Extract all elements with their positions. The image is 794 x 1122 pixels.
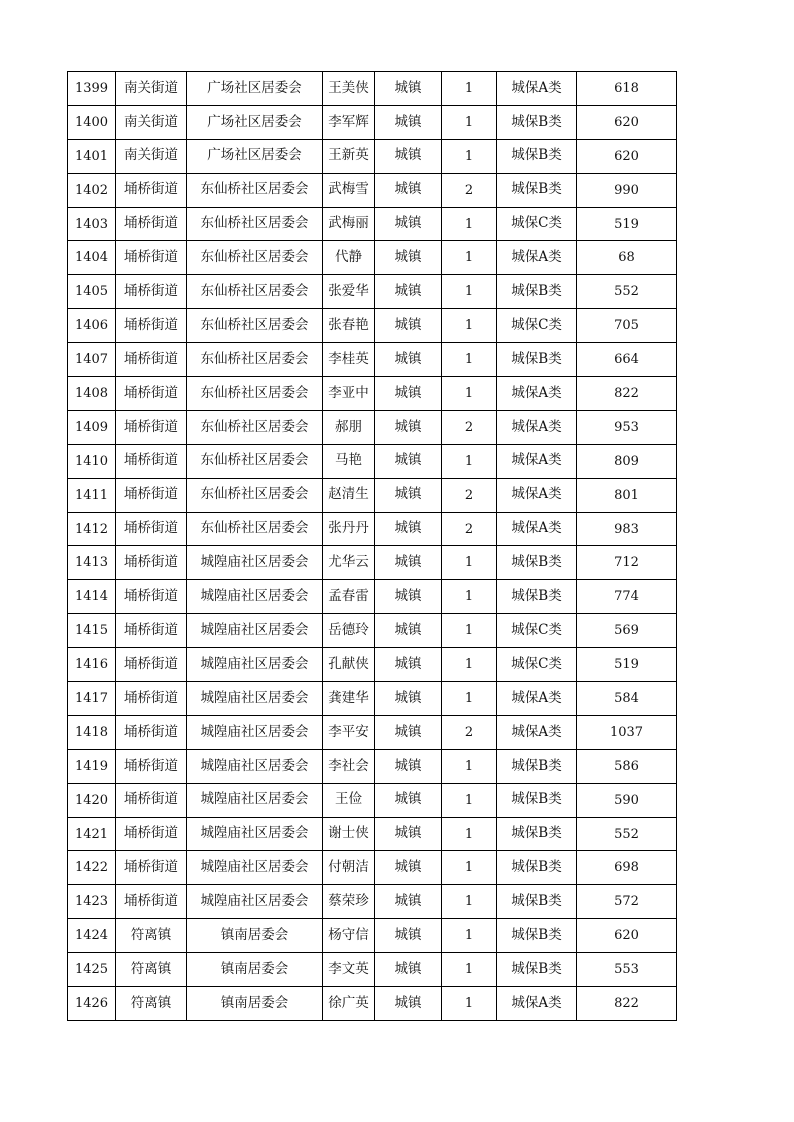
- community-name-cell: 城隍庙社区居委会: [187, 851, 323, 885]
- table-row: [68, 173, 677, 207]
- insurance-category-cell: 城保C类: [497, 614, 577, 648]
- record-id-cell: 1407: [68, 343, 116, 377]
- insurance-category-cell: 城保B类: [497, 817, 577, 851]
- street-name-cell: 埇桥街道: [116, 173, 187, 207]
- person-name-cell: 马艳: [323, 444, 375, 478]
- community-name-cell: 城隍庙社区居委会: [187, 715, 323, 749]
- person-name-cell: 李亚中: [323, 377, 375, 411]
- insurance-category-cell: 城保A类: [497, 444, 577, 478]
- household-count-cell: 1: [442, 885, 497, 919]
- record-id-cell: 1399: [68, 72, 116, 106]
- person-name-cell: 郝朋: [323, 410, 375, 444]
- table-row: [68, 987, 677, 1021]
- household-count-cell: 1: [442, 241, 497, 275]
- person-name-cell: 王新英: [323, 139, 375, 173]
- table-row: [68, 241, 677, 275]
- person-name-cell: 武梅雪: [323, 173, 375, 207]
- benefit-amount-cell: 983: [577, 512, 677, 546]
- record-id-cell: 1425: [68, 953, 116, 987]
- area-type-cell: 城镇: [375, 648, 442, 682]
- person-name-cell: 张春艳: [323, 309, 375, 343]
- street-name-cell: 埇桥街道: [116, 715, 187, 749]
- benefit-amount-cell: 68: [577, 241, 677, 275]
- record-id-cell: 1423: [68, 885, 116, 919]
- community-name-cell: 东仙桥社区居委会: [187, 207, 323, 241]
- table-row: [68, 512, 677, 546]
- record-id-cell: 1406: [68, 309, 116, 343]
- community-name-cell: 城隍庙社区居委会: [187, 749, 323, 783]
- benefit-amount-cell: 584: [577, 682, 677, 716]
- benefit-amount-cell: 1037: [577, 715, 677, 749]
- household-count-cell: 1: [442, 546, 497, 580]
- area-type-cell: 城镇: [375, 139, 442, 173]
- area-type-cell: 城镇: [375, 72, 442, 106]
- table-row: [68, 377, 677, 411]
- record-id-cell: 1419: [68, 749, 116, 783]
- insurance-category-cell: 城保B类: [497, 343, 577, 377]
- area-type-cell: 城镇: [375, 207, 442, 241]
- area-type-cell: 城镇: [375, 783, 442, 817]
- insurance-category-cell: 城保B类: [497, 546, 577, 580]
- table-row: [68, 715, 677, 749]
- table-row: [68, 682, 677, 716]
- table-row: [68, 817, 677, 851]
- table-row: [68, 410, 677, 444]
- person-name-cell: 李社会: [323, 749, 375, 783]
- street-name-cell: 埇桥街道: [116, 783, 187, 817]
- insurance-category-cell: 城保A类: [497, 410, 577, 444]
- area-type-cell: 城镇: [375, 614, 442, 648]
- area-type-cell: 城镇: [375, 953, 442, 987]
- insurance-category-cell: 城保C类: [497, 309, 577, 343]
- street-name-cell: 埇桥街道: [116, 682, 187, 716]
- person-name-cell: 付朝洁: [323, 851, 375, 885]
- insurance-category-cell: 城保B类: [497, 105, 577, 139]
- benefit-amount-cell: 712: [577, 546, 677, 580]
- community-name-cell: 东仙桥社区居委会: [187, 512, 323, 546]
- street-name-cell: 南关街道: [116, 105, 187, 139]
- area-type-cell: 城镇: [375, 919, 442, 953]
- community-name-cell: 东仙桥社区居委会: [187, 478, 323, 512]
- household-count-cell: 1: [442, 614, 497, 648]
- table-row: [68, 580, 677, 614]
- benefit-amount-cell: 572: [577, 885, 677, 919]
- street-name-cell: 埇桥街道: [116, 207, 187, 241]
- benefit-amount-cell: 698: [577, 851, 677, 885]
- person-name-cell: 蔡荣珍: [323, 885, 375, 919]
- household-count-cell: 2: [442, 478, 497, 512]
- area-type-cell: 城镇: [375, 851, 442, 885]
- street-name-cell: 埇桥街道: [116, 512, 187, 546]
- community-name-cell: 广场社区居委会: [187, 105, 323, 139]
- household-count-cell: 2: [442, 512, 497, 546]
- area-type-cell: 城镇: [375, 749, 442, 783]
- person-name-cell: 徐广英: [323, 987, 375, 1021]
- street-name-cell: 埇桥街道: [116, 885, 187, 919]
- household-count-cell: 1: [442, 851, 497, 885]
- benefit-amount-cell: 553: [577, 953, 677, 987]
- community-name-cell: 城隍庙社区居委会: [187, 614, 323, 648]
- records-body: [68, 72, 677, 1021]
- area-type-cell: 城镇: [375, 241, 442, 275]
- table-row: [68, 648, 677, 682]
- street-name-cell: 埇桥街道: [116, 749, 187, 783]
- benefit-amount-cell: 620: [577, 919, 677, 953]
- record-id-cell: 1408: [68, 377, 116, 411]
- benefit-amount-cell: 953: [577, 410, 677, 444]
- community-name-cell: 东仙桥社区居委会: [187, 377, 323, 411]
- household-count-cell: 1: [442, 919, 497, 953]
- benefit-amount-cell: 990: [577, 173, 677, 207]
- household-count-cell: 1: [442, 72, 497, 106]
- community-name-cell: 东仙桥社区居委会: [187, 173, 323, 207]
- household-count-cell: 1: [442, 377, 497, 411]
- person-name-cell: 尤华云: [323, 546, 375, 580]
- table-row: [68, 444, 677, 478]
- street-name-cell: 埇桥街道: [116, 377, 187, 411]
- household-count-cell: 1: [442, 444, 497, 478]
- table-row: [68, 105, 677, 139]
- insurance-category-cell: 城保A类: [497, 512, 577, 546]
- table-row: [68, 207, 677, 241]
- insurance-category-cell: 城保B类: [497, 783, 577, 817]
- table-row: [68, 919, 677, 953]
- person-name-cell: 武梅丽: [323, 207, 375, 241]
- area-type-cell: 城镇: [375, 343, 442, 377]
- benefit-amount-cell: 586: [577, 749, 677, 783]
- street-name-cell: 埇桥街道: [116, 580, 187, 614]
- street-name-cell: 南关街道: [116, 139, 187, 173]
- table-row: [68, 953, 677, 987]
- person-name-cell: 李文英: [323, 953, 375, 987]
- table-row: [68, 851, 677, 885]
- record-id-cell: 1417: [68, 682, 116, 716]
- benefit-amount-cell: 569: [577, 614, 677, 648]
- community-name-cell: 城隍庙社区居委会: [187, 885, 323, 919]
- benefit-amount-cell: 774: [577, 580, 677, 614]
- record-id-cell: 1410: [68, 444, 116, 478]
- person-name-cell: 代静: [323, 241, 375, 275]
- household-count-cell: 1: [442, 105, 497, 139]
- area-type-cell: 城镇: [375, 478, 442, 512]
- insurance-category-cell: 城保B类: [497, 885, 577, 919]
- area-type-cell: 城镇: [375, 173, 442, 207]
- street-name-cell: 埇桥街道: [116, 546, 187, 580]
- community-name-cell: 镇南居委会: [187, 987, 323, 1021]
- street-name-cell: 埇桥街道: [116, 648, 187, 682]
- table-row: [68, 275, 677, 309]
- insurance-category-cell: 城保B类: [497, 580, 577, 614]
- household-count-cell: 2: [442, 410, 497, 444]
- insurance-category-cell: 城保B类: [497, 919, 577, 953]
- record-id-cell: 1412: [68, 512, 116, 546]
- record-id-cell: 1424: [68, 919, 116, 953]
- community-name-cell: 东仙桥社区居委会: [187, 241, 323, 275]
- community-name-cell: 镇南居委会: [187, 953, 323, 987]
- street-name-cell: 埇桥街道: [116, 851, 187, 885]
- record-id-cell: 1402: [68, 173, 116, 207]
- household-count-cell: 1: [442, 682, 497, 716]
- area-type-cell: 城镇: [375, 105, 442, 139]
- record-id-cell: 1400: [68, 105, 116, 139]
- table-row: [68, 614, 677, 648]
- street-name-cell: 符离镇: [116, 953, 187, 987]
- household-count-cell: 1: [442, 817, 497, 851]
- person-name-cell: 赵清生: [323, 478, 375, 512]
- area-type-cell: 城镇: [375, 275, 442, 309]
- area-type-cell: 城镇: [375, 546, 442, 580]
- community-name-cell: 城隍庙社区居委会: [187, 546, 323, 580]
- area-type-cell: 城镇: [375, 580, 442, 614]
- street-name-cell: 埇桥街道: [116, 343, 187, 377]
- community-name-cell: 城隍庙社区居委会: [187, 682, 323, 716]
- community-name-cell: 东仙桥社区居委会: [187, 444, 323, 478]
- table-row: [68, 885, 677, 919]
- household-count-cell: 1: [442, 207, 497, 241]
- table-row: [68, 478, 677, 512]
- benefit-amount-cell: 519: [577, 648, 677, 682]
- record-id-cell: 1415: [68, 614, 116, 648]
- benefit-amount-cell: 552: [577, 275, 677, 309]
- household-count-cell: 1: [442, 580, 497, 614]
- benefit-amount-cell: 705: [577, 309, 677, 343]
- household-count-cell: 1: [442, 987, 497, 1021]
- record-id-cell: 1401: [68, 139, 116, 173]
- street-name-cell: 埇桥街道: [116, 817, 187, 851]
- benefit-amount-cell: 590: [577, 783, 677, 817]
- table-row: [68, 749, 677, 783]
- record-id-cell: 1416: [68, 648, 116, 682]
- street-name-cell: 埇桥街道: [116, 614, 187, 648]
- benefit-amount-cell: 664: [577, 343, 677, 377]
- record-id-cell: 1422: [68, 851, 116, 885]
- street-name-cell: 符离镇: [116, 987, 187, 1021]
- area-type-cell: 城镇: [375, 377, 442, 411]
- table-row: [68, 783, 677, 817]
- person-name-cell: 龚建华: [323, 682, 375, 716]
- community-name-cell: 镇南居委会: [187, 919, 323, 953]
- record-id-cell: 1403: [68, 207, 116, 241]
- community-name-cell: 城隍庙社区居委会: [187, 580, 323, 614]
- insurance-category-cell: 城保B类: [497, 953, 577, 987]
- insurance-category-cell: 城保B类: [497, 173, 577, 207]
- area-type-cell: 城镇: [375, 885, 442, 919]
- street-name-cell: 埇桥街道: [116, 275, 187, 309]
- insurance-category-cell: 城保C类: [497, 648, 577, 682]
- record-id-cell: 1418: [68, 715, 116, 749]
- benefit-amount-cell: 822: [577, 377, 677, 411]
- record-id-cell: 1411: [68, 478, 116, 512]
- area-type-cell: 城镇: [375, 444, 442, 478]
- benefit-amount-cell: 519: [577, 207, 677, 241]
- community-name-cell: 东仙桥社区居委会: [187, 309, 323, 343]
- street-name-cell: 埇桥街道: [116, 444, 187, 478]
- area-type-cell: 城镇: [375, 715, 442, 749]
- community-name-cell: 东仙桥社区居委会: [187, 275, 323, 309]
- insurance-category-cell: 城保A类: [497, 478, 577, 512]
- person-name-cell: 张丹丹: [323, 512, 375, 546]
- benefit-amount-cell: 620: [577, 105, 677, 139]
- benefit-amount-cell: 620: [577, 139, 677, 173]
- record-id-cell: 1414: [68, 580, 116, 614]
- person-name-cell: 王俭: [323, 783, 375, 817]
- household-count-cell: 1: [442, 953, 497, 987]
- street-name-cell: 埇桥街道: [116, 241, 187, 275]
- record-id-cell: 1426: [68, 987, 116, 1021]
- benefit-amount-cell: 801: [577, 478, 677, 512]
- household-count-cell: 1: [442, 648, 497, 682]
- community-name-cell: 城隍庙社区居委会: [187, 783, 323, 817]
- street-name-cell: 南关街道: [116, 72, 187, 106]
- person-name-cell: 张爱华: [323, 275, 375, 309]
- street-name-cell: 埇桥街道: [116, 410, 187, 444]
- person-name-cell: 李平安: [323, 715, 375, 749]
- record-id-cell: 1405: [68, 275, 116, 309]
- area-type-cell: 城镇: [375, 987, 442, 1021]
- household-count-cell: 2: [442, 173, 497, 207]
- insurance-category-cell: 城保A类: [497, 241, 577, 275]
- benefit-amount-cell: 552: [577, 817, 677, 851]
- street-name-cell: 符离镇: [116, 919, 187, 953]
- area-type-cell: 城镇: [375, 817, 442, 851]
- table-row: [68, 72, 677, 106]
- insurance-category-cell: 城保C类: [497, 207, 577, 241]
- person-name-cell: 李桂英: [323, 343, 375, 377]
- insurance-category-cell: 城保B类: [497, 275, 577, 309]
- insurance-category-cell: 城保B类: [497, 749, 577, 783]
- person-name-cell: 杨守信: [323, 919, 375, 953]
- area-type-cell: 城镇: [375, 682, 442, 716]
- table-row: [68, 546, 677, 580]
- street-name-cell: 埇桥街道: [116, 309, 187, 343]
- record-id-cell: 1420: [68, 783, 116, 817]
- record-id-cell: 1409: [68, 410, 116, 444]
- insurance-category-cell: 城保A类: [497, 72, 577, 106]
- insurance-category-cell: 城保A类: [497, 715, 577, 749]
- insurance-category-cell: 城保A类: [497, 377, 577, 411]
- person-name-cell: 孟春雷: [323, 580, 375, 614]
- community-name-cell: 城隍庙社区居委会: [187, 817, 323, 851]
- benefit-amount-cell: 618: [577, 72, 677, 106]
- person-name-cell: 谢士侠: [323, 817, 375, 851]
- record-id-cell: 1404: [68, 241, 116, 275]
- community-name-cell: 广场社区居委会: [187, 72, 323, 106]
- person-name-cell: 王美侠: [323, 72, 375, 106]
- table-row: [68, 139, 677, 173]
- table-row: [68, 343, 677, 377]
- household-count-cell: 1: [442, 749, 497, 783]
- household-count-cell: 1: [442, 783, 497, 817]
- household-count-cell: 1: [442, 275, 497, 309]
- area-type-cell: 城镇: [375, 512, 442, 546]
- benefit-amount-cell: 822: [577, 987, 677, 1021]
- person-name-cell: 孔献侠: [323, 648, 375, 682]
- table-row: [68, 309, 677, 343]
- area-type-cell: 城镇: [375, 309, 442, 343]
- community-name-cell: 广场社区居委会: [187, 139, 323, 173]
- insurance-category-cell: 城保A类: [497, 682, 577, 716]
- household-count-cell: 2: [442, 715, 497, 749]
- community-name-cell: 城隍庙社区居委会: [187, 648, 323, 682]
- person-name-cell: 李军辉: [323, 105, 375, 139]
- records-table: [67, 71, 677, 1021]
- insurance-category-cell: 城保B类: [497, 851, 577, 885]
- person-name-cell: 岳德玲: [323, 614, 375, 648]
- area-type-cell: 城镇: [375, 410, 442, 444]
- record-id-cell: 1421: [68, 817, 116, 851]
- street-name-cell: 埇桥街道: [116, 478, 187, 512]
- community-name-cell: 东仙桥社区居委会: [187, 343, 323, 377]
- insurance-category-cell: 城保A类: [497, 987, 577, 1021]
- insurance-category-cell: 城保B类: [497, 139, 577, 173]
- record-id-cell: 1413: [68, 546, 116, 580]
- household-count-cell: 1: [442, 343, 497, 377]
- community-name-cell: 东仙桥社区居委会: [187, 410, 323, 444]
- household-count-cell: 1: [442, 139, 497, 173]
- household-count-cell: 1: [442, 309, 497, 343]
- benefit-amount-cell: 809: [577, 444, 677, 478]
